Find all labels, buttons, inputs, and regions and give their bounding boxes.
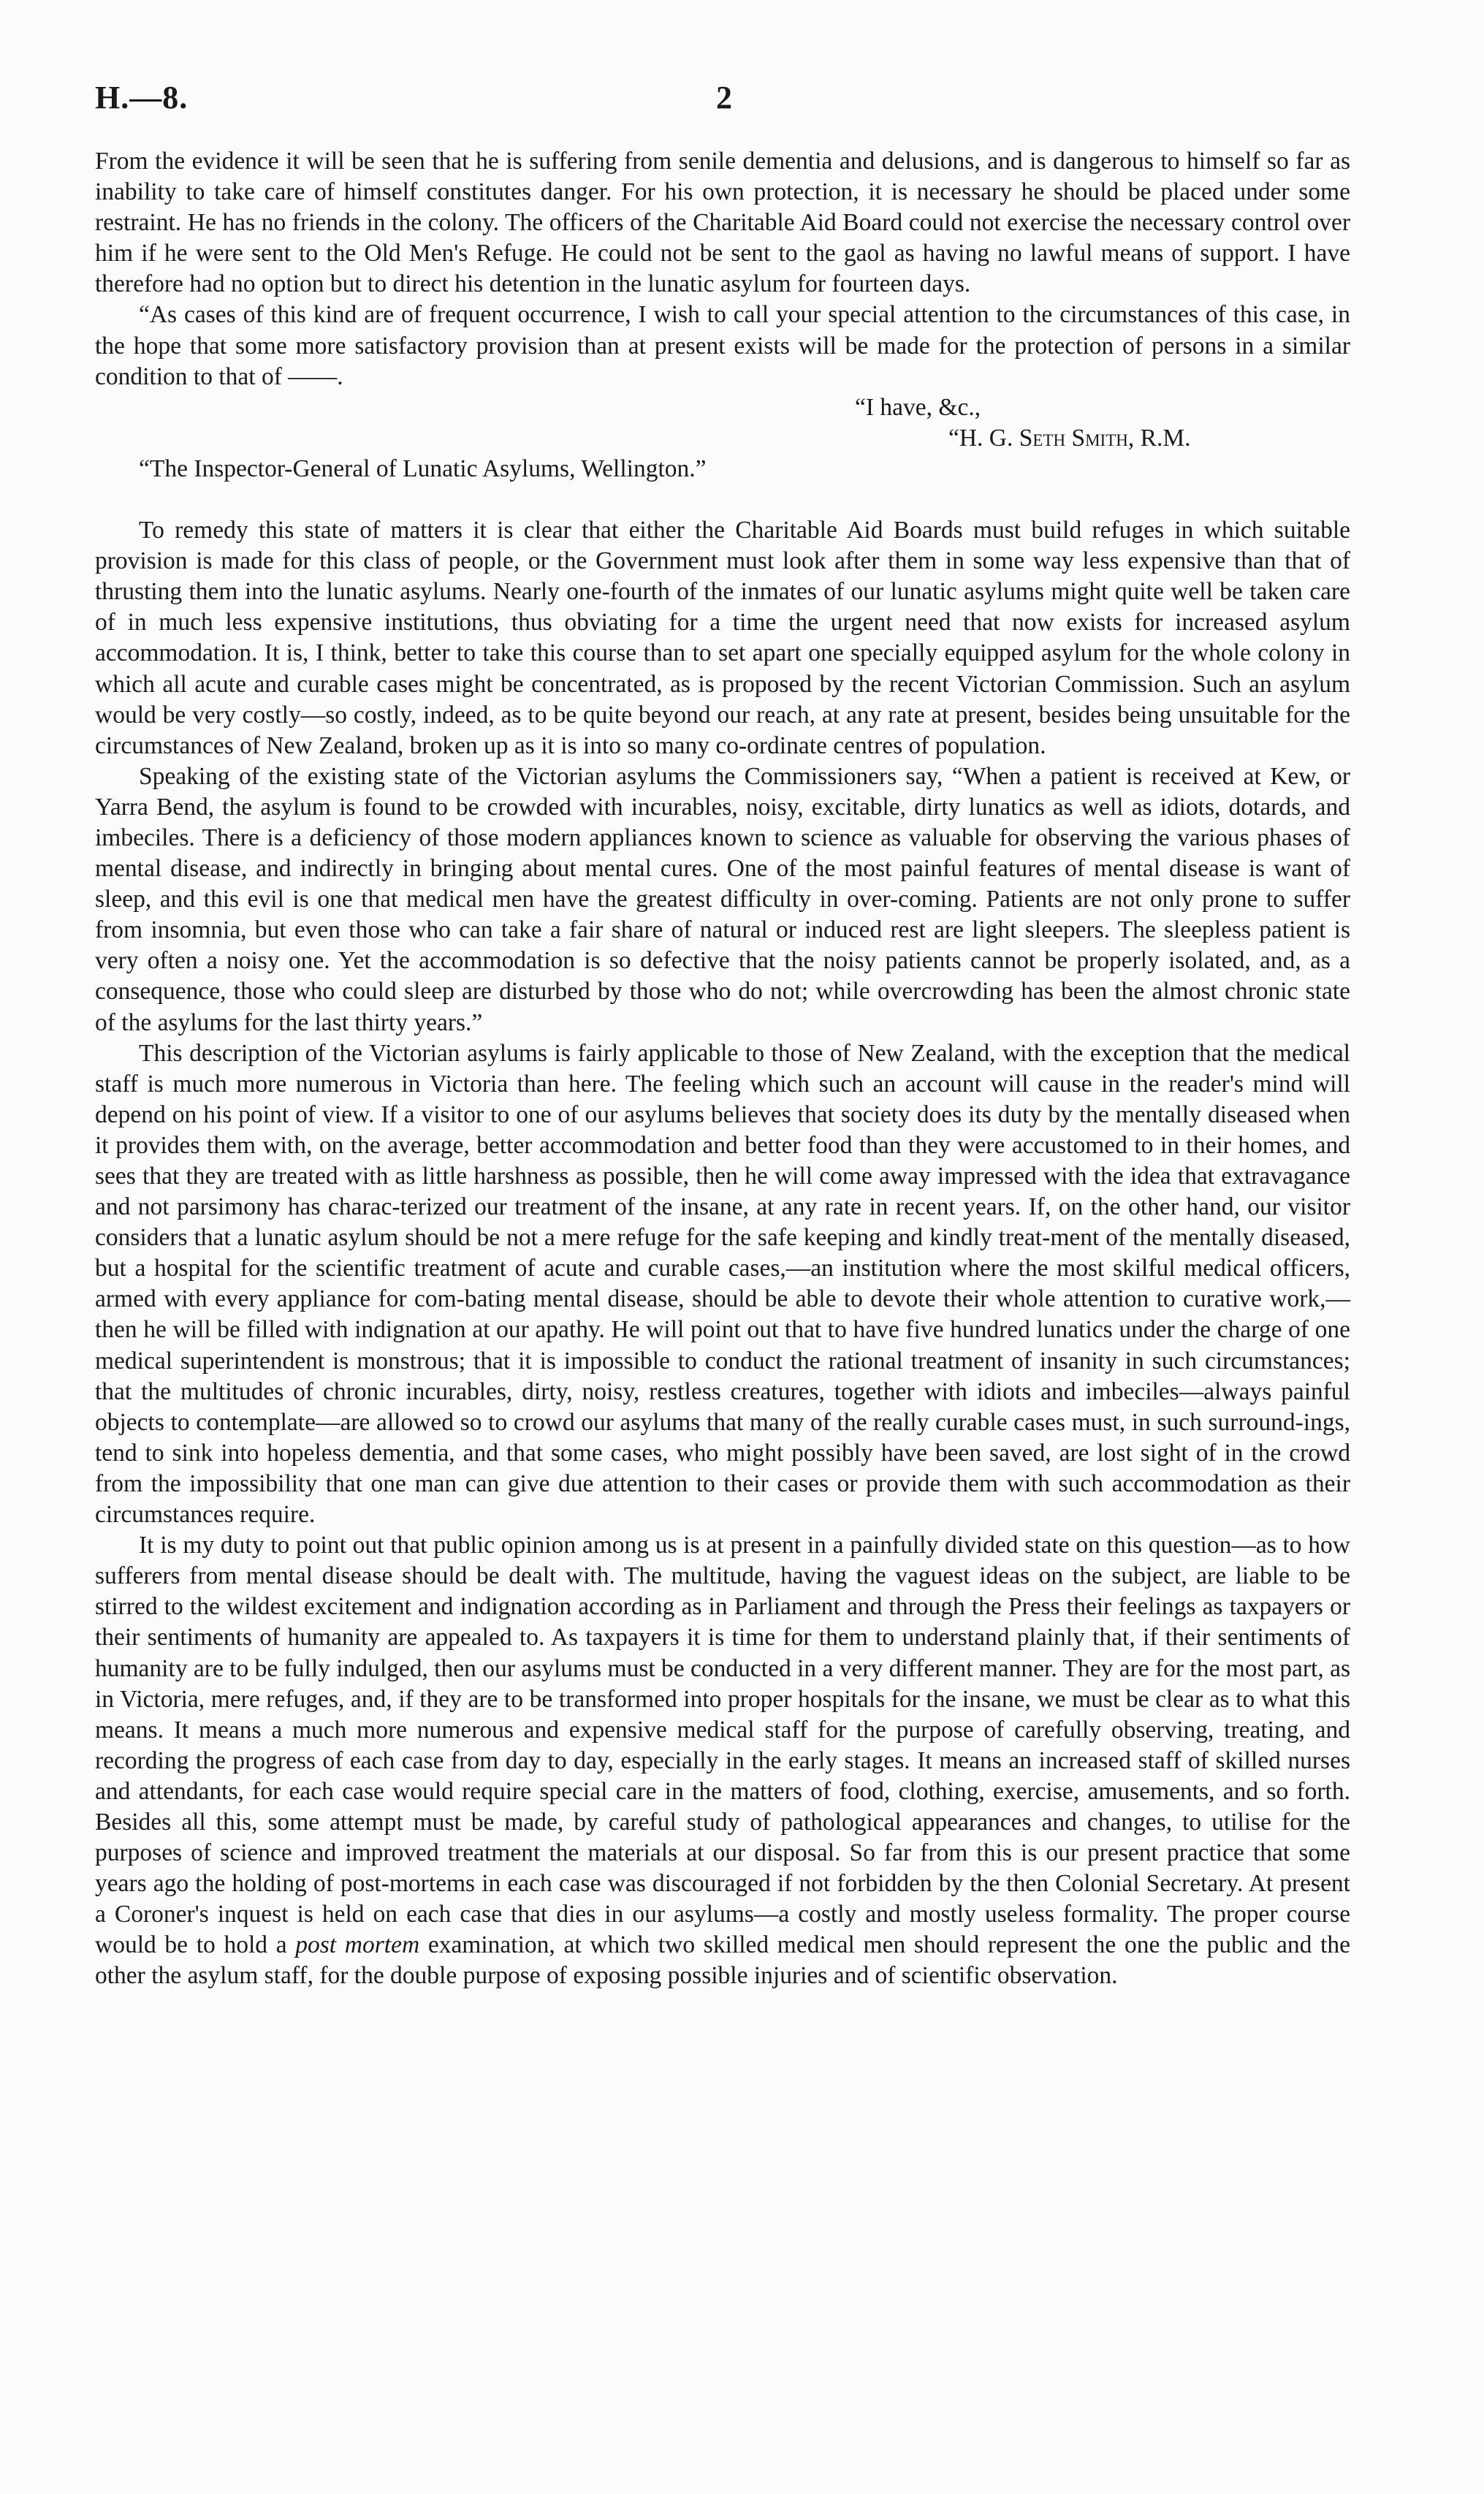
letter-addressee: “The Inspector-General of Lunatic Asylums, Wellington.”	[139, 455, 707, 482]
paragraph-2: Speaking of the existing state of the Victorian asylums the Commissioners say, “When a patient is received at Kew, or Yarra Bend, the asylum is found to be crowded with incurables, noisy, excitable, dirty lunatics as well as idiots, dotards, and imbeciles. There is a deficiency of those modern appliances known to science as valuable for observing the various phases of mental disease, and indirectly in bringing about mental cures. One of the most painful features of mental disease is want of sleep, and this evil is one that medical men have the greatest difficulty in over-coming. Patients are not only prone to suffer from insomnia, but even those who can take a fair share of natural or induced rest are light sleepers. The sleepless patient is very often a noisy one. Yet the accommodation is so defective that the noisy patients cannot be properly isolated, and, as a consequence, those who could sleep are disturbed by those who do not; while overcrowding has been the almost chronic state of the asylums for the last thirty years.”	[95, 762, 1350, 1036]
document-reference: H.—8.	[95, 80, 189, 115]
paragraph-4	[95, 1530, 1350, 1991]
signature-name: Seth Smith	[1019, 424, 1128, 452]
letter-closing: “I have, &c.,	[855, 393, 981, 421]
letter-paragraph-2: “As cases of this kind are of frequent occurrence, I wish to call your special attention to the circumstances of this case, in the hope that some more satisfactory provision than at present exists will be made for the protection of persons in a similar condition to that of ——.	[95, 301, 1350, 390]
paragraph-4-start: It is my duty to point out that public opinion among us is at present in a painfully divided state on this question—as to how sufferers from mental disease should be dealt with. The multitude, having the vaguest ideas on the subject, are liable to be stirred to the wildest excitement and indignation according as in Parliament and through the Press their feelings as taxpayers or their sentiments of humanity are appealed to. As taxpayers it is time for them to understand plainly that, if their sentiments of humanity are to be fully indulged, then our asylums must be conducted in a very different manner. They are for the most part, as in Victoria, mere refuges, and, if they are to be transformed into proper hospitals for the insane, we must be clear as to what this means. It means a much more numerous and expensive medical staff for the purpose of carefully observing, treating, and recording the progress of each case from day to day, especially in the early stages. It means an increased staff of skilled nurses and attendants, for each case would require special care in the matters of food, clothing, exercise, amusements, and so forth. Besides all this, some attempt must be made, by careful study of pathological appearances and changes, to utilise for the purposes of science and improved treatment the materials at our disposal. So far from this is our present practice that some years ago the holding of post-mortems in each case was discouraged if not forbidden by the then Colonial Secretary. At present a Coroner's inquest is held on each case that dies in our asylums—a costly and mostly useless formality. The proper course would be to hold a	[95, 1532, 1350, 1959]
page-header	[95, 79, 1352, 123]
page-number: 2	[716, 80, 732, 115]
italic-phrase: post mortem	[295, 1931, 420, 1959]
signature-prefix: “H. G.	[948, 424, 1019, 452]
body-text	[95, 146, 1350, 1992]
paragraph-1: To remedy this state of matters it is clear that either the Charitable Aid Boards must build refuges in which suitable provision is made for this class of people, or the Government must look after them in some way less expensive than that of thrusting them into the lunatic asylums. Nearly one-fourth of the inmates of our lunatic asylums might quite well be taken care of in much less expensive institutions, thus obviating for a time the urgent need that now exists for increased asylum accommodation. It is, I think, better to take this course than to set apart one specially equipped asylum for the whole colony in which all acute and curable cases might be concentrated, as is proposed by the recent Victorian Commission. Such an asylum would be very costly—so costly, indeed, as to be quite beyond our reach, at any rate at present, besides being unsuitable for the circumstances of New Zealand, broken up as it is into so many co-ordinate centres of population.	[95, 517, 1350, 759]
letter-signature	[95, 423, 1350, 454]
paragraph-4-end: examination, at which two skilled medical men should represent the one the public and the other the asylum staff, for the double purpose of exposing possible injuries and of scientific observation.	[95, 1931, 1350, 1990]
signature-suffix: , R.M.	[1127, 424, 1191, 452]
section-gap	[95, 484, 1350, 515]
paragraph-3: This description of the Victorian asylums is fairly applicable to those of New Zealand, with the exception that the medical staff is much more numerous in Victoria than here. The feeling which such an account will cause in the reader's mind will depend on his point of view. If a visitor to one of our asylums believes that society does its duty by the mentally diseased when it provides them with, on the average, better accommodation and better food than they were accustomed to in their homes, and sees that they are treated with as little harshness as possible, then he will come away impressed with the idea that extravagance and not parsimony has charac-terized our treatment of the insane, at any rate in recent years. If, on the other hand, our visitor considers that a lunatic asylum should be not a mere refuge for the safe keeping and kindly treat-ment of the mentally diseased, but a hospital for the scientific treatment of acute and curable cases,—an institution where the most skilful medical officers, armed with every appliance for com-bating mental disease, should be able to devote their whole attention to curative work,—then he will be filled with indignation at our apathy. He will point out that to have five hundred lunatics under the charge of one medical superintendent is monstrous; that it is impossible to conduct the rational treatment of insanity in such circumstances; that the multitudes of chronic incurables, dirty, noisy, restless creatures, together with idiots and imbeciles—always painful objects to contemplate—are allowed so to crowd our asylums that many of the really curable cases must, in such surround-ings, tend to sink into hopeless dementia, and that some cases, who might possibly have been saved, are lost sight of in the crowd from the impossibility that one man can give due attention to their cases or provide them with such accommodation as their circumstances require.	[95, 1039, 1350, 1529]
letter-paragraph-1: From the evidence it will be seen that he is suffering from senile dementia and delusions, and is dangerous to himself so far as inability to take care of himself constitutes danger. For his own protection, it is necessary he should be placed under some restraint. He has no friends in the colony. The officers of the Charitable Aid Board could not exercise the necessary control over him if he were sent to the Old Men's Refuge. He could not be sent to the gaol as having no lawful means of support. I have therefore had no option but to direct his detention in the lunatic asylum for fourteen days.	[95, 148, 1350, 298]
